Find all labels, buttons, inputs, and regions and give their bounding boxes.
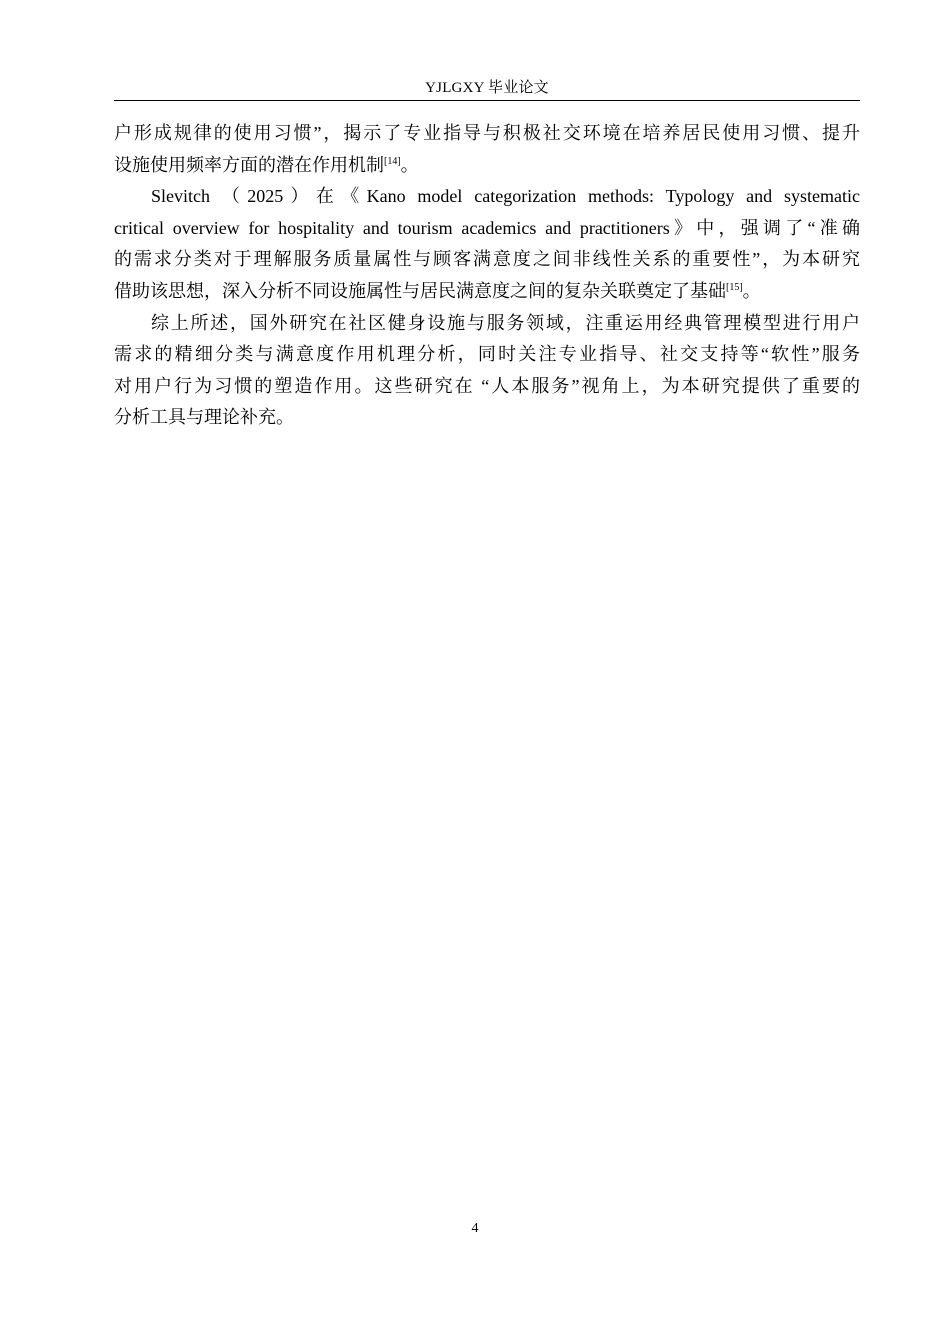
paragraph-1-line-2-text: 设施使用频率方面的潜在作用机制 [114,154,384,175]
paragraph-1-end-mark: 。 [400,154,419,175]
paragraph-3 [114,308,860,434]
paragraph-1 [114,118,860,181]
paragraph-3-line-3: 对用户行为习惯的塑造作用。这些研究在 “人本服务”视角上，为本研究提供了重要的 [114,375,860,396]
paragraph-1-line-2 [114,150,860,182]
paragraph-2-end-mark: 。 [742,280,761,301]
citation-14: [14] [384,155,401,167]
paragraph-2 [114,181,860,307]
body-text [114,118,860,434]
page-header: YJLGXY 毕业论文 [425,80,549,96]
paragraph-2-line-1: Slevitch （2025）在《Kano model categorization methods: Typology and systematic [151,186,860,207]
citation-15: [15] [726,281,743,293]
paragraph-2-line-2: critical overview for hospitality and tourism academics and practitioners》中，强调了“准确 [114,217,860,238]
header-divider [114,100,860,101]
paragraph-2-line-4 [114,276,860,308]
paragraph-3-line-4: 分析工具与理论补充。 [114,407,294,428]
paragraph-3-line-1: 综上所述，国外研究在社区健身设施与服务领域，注重运用经典管理模型进行用户 [151,312,860,333]
paragraph-1-line-1: 户形成规律的使用习惯”，揭示了专业指导与积极社交环境在培养居民使用习惯、提升 [114,123,860,143]
paragraph-2-line-3: 的需求分类对于理解服务质量属性与顾客满意度之间非线性关系的重要性”，为本研究 [114,249,860,270]
page-number: 4 [471,1221,479,1236]
paragraph-3-line-2: 需求的精细分类与满意度作用机理分析，同时关注专业指导、社交支持等“软性”服务 [114,344,860,365]
paragraph-2-line-4-text: 借助该思想，深入分析不同设施属性与居民满意度之间的复杂关联奠定了基础 [114,280,726,301]
